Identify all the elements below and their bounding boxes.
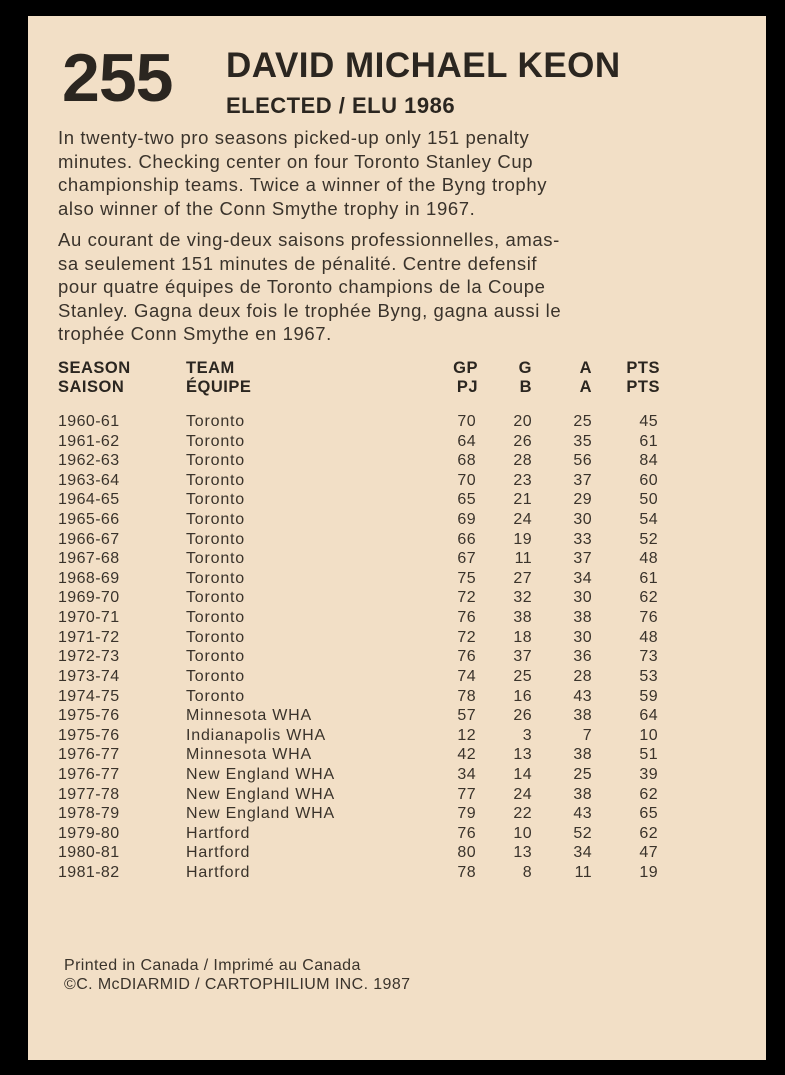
- english-bio-line: championship teams. Twice a winner of the Byng trophy: [58, 174, 548, 195]
- header-season-en: SEASON: [58, 359, 131, 377]
- copyright: ©C. McDIARMID / CARTOPHILIUM INC. 1987: [64, 976, 411, 993]
- table-row: [28, 706, 766, 726]
- table-row: [28, 608, 766, 628]
- table-row: [28, 628, 766, 648]
- assists-cell: 56: [573, 452, 592, 470]
- points-cell: 52: [639, 530, 658, 548]
- goals-cell: 32: [513, 589, 532, 607]
- goals-cell: 10: [513, 824, 532, 842]
- goals-cell: 24: [513, 511, 532, 529]
- french-bio-line: pour quatre équipes de Toronto champions de la Coupe: [58, 276, 546, 297]
- assists-cell: 25: [573, 765, 592, 783]
- gp-cell: 77: [457, 785, 476, 803]
- team-cell: Toronto: [186, 471, 245, 489]
- table-row: [28, 530, 766, 550]
- header-team-fr: ÉQUIPE: [186, 378, 252, 396]
- header-team: [186, 359, 251, 397]
- table-row: [28, 451, 766, 471]
- team-cell: Toronto: [186, 530, 245, 548]
- season-cell: 1968-69: [58, 569, 120, 587]
- team-cell: Hartford: [186, 844, 251, 862]
- header-a: [580, 359, 592, 397]
- assists-cell: 34: [573, 844, 592, 862]
- assists-cell: 36: [573, 648, 592, 666]
- season-cell: 1971-72: [58, 628, 120, 646]
- goals-cell: 38: [513, 609, 532, 627]
- season-cell: 1977-78: [58, 785, 120, 803]
- team-cell: Toronto: [186, 687, 245, 705]
- table-row: [28, 726, 766, 746]
- printed-in: Printed in Canada / Imprimé au Canada: [64, 957, 361, 974]
- table-row: [28, 745, 766, 765]
- team-cell: Hartford: [186, 824, 251, 842]
- gp-cell: 69: [457, 511, 476, 529]
- season-cell: 1961-62: [58, 432, 120, 450]
- season-cell: 1962-63: [58, 452, 120, 470]
- season-cell: 1973-74: [58, 667, 120, 685]
- english-bio: [58, 126, 683, 220]
- goals-cell: 16: [513, 687, 532, 705]
- gp-cell: 70: [457, 413, 476, 430]
- points-cell: 50: [639, 491, 658, 509]
- french-bio-line: Stanley. Gagna deux fois le trophée Byng, gagna aussi le: [58, 299, 562, 321]
- goals-cell: 3: [522, 726, 532, 744]
- points-cell: 73: [639, 648, 658, 666]
- goals-cell: 28: [513, 452, 532, 470]
- season-cell: 1976-77: [58, 765, 120, 783]
- goals-cell: 8: [522, 864, 532, 882]
- header-team-en: TEAM: [186, 359, 235, 377]
- assists-cell: 29: [573, 491, 592, 509]
- team-cell: Toronto: [186, 413, 245, 430]
- header-a-en: A: [579, 359, 592, 377]
- gp-cell: 64: [457, 432, 476, 450]
- points-cell: 62: [639, 589, 658, 607]
- team-cell: Toronto: [186, 432, 245, 450]
- season-cell: 1975-76: [58, 707, 120, 725]
- points-cell: 10: [639, 726, 658, 744]
- points-cell: 61: [639, 569, 658, 587]
- header-gp-fr: PJ: [456, 378, 478, 396]
- team-cell: Toronto: [186, 491, 245, 509]
- gp-cell: 78: [457, 687, 476, 705]
- table-row: [28, 687, 766, 707]
- header-g: [519, 359, 532, 397]
- season-cell: 1963-64: [58, 471, 120, 489]
- points-cell: 47: [639, 844, 658, 862]
- team-cell: New England WHA: [186, 785, 335, 803]
- season-cell: 1965-66: [58, 511, 120, 529]
- gp-cell: 12: [457, 726, 476, 744]
- assists-cell: 52: [573, 824, 592, 842]
- team-cell: Toronto: [186, 589, 245, 607]
- header-g-fr: B: [519, 378, 532, 396]
- points-cell: 48: [639, 628, 658, 646]
- table-row: [28, 569, 766, 589]
- team-cell: New England WHA: [186, 765, 335, 783]
- season-cell: 1970-71: [58, 609, 120, 627]
- points-cell: 51: [639, 746, 658, 764]
- table-row: [28, 647, 766, 667]
- goals-cell: 26: [513, 707, 532, 725]
- stats-table: [28, 412, 766, 883]
- gp-cell: 34: [457, 765, 476, 783]
- gp-cell: 80: [457, 844, 476, 862]
- team-cell: Toronto: [186, 628, 245, 646]
- header-pts-fr: PTS: [626, 378, 660, 396]
- assists-cell: 30: [573, 628, 592, 646]
- assists-cell: 38: [573, 785, 592, 803]
- goals-cell: 14: [513, 765, 532, 783]
- team-cell: Hartford: [186, 864, 251, 882]
- team-cell: Toronto: [186, 667, 245, 685]
- season-cell: 1967-68: [58, 550, 120, 568]
- gp-cell: 57: [457, 707, 476, 725]
- assists-cell: 37: [573, 550, 592, 568]
- goals-cell: 11: [514, 550, 532, 568]
- goals-cell: 25: [513, 667, 532, 685]
- header-gp-en: GP: [453, 359, 478, 377]
- team-cell: Toronto: [186, 609, 245, 627]
- points-cell: 76: [639, 609, 658, 627]
- header-pts-en: PTS: [626, 359, 660, 377]
- goals-cell: 23: [513, 471, 532, 489]
- points-cell: 39: [639, 765, 658, 783]
- table-row: [28, 824, 766, 844]
- table-row: [28, 765, 766, 785]
- goals-cell: 13: [513, 844, 532, 862]
- header-season-fr: SAISON: [58, 378, 125, 396]
- goals-cell: 18: [513, 628, 532, 646]
- team-cell: Toronto: [186, 648, 245, 666]
- french-bio-line: Au courant de ving-deux saisons professionnelles, amas-: [58, 229, 560, 250]
- team-cell: Toronto: [186, 569, 245, 587]
- assists-cell: 38: [573, 609, 592, 627]
- points-cell: 64: [639, 707, 658, 725]
- table-row: [28, 667, 766, 687]
- table-row: [28, 432, 766, 452]
- points-cell: 61: [639, 432, 658, 450]
- season-cell: 1964-65: [58, 491, 120, 509]
- goals-cell: 22: [513, 805, 532, 823]
- table-row: [28, 412, 766, 432]
- season-cell: 1974-75: [58, 687, 120, 705]
- goals-cell: 27: [513, 569, 532, 587]
- team-cell: Minnesota WHA: [186, 707, 312, 725]
- season-cell: 1966-67: [58, 530, 120, 548]
- points-cell: 48: [639, 550, 658, 568]
- assists-cell: 30: [573, 589, 592, 607]
- gp-cell: 67: [457, 550, 476, 568]
- gp-cell: 72: [457, 589, 476, 607]
- table-row: [28, 471, 766, 491]
- gp-cell: 68: [457, 452, 476, 470]
- footer: [64, 956, 410, 994]
- points-cell: 62: [639, 824, 658, 842]
- season-cell: 1972-73: [58, 648, 120, 666]
- team-cell: Indianapolis WHA: [186, 726, 326, 744]
- assists-cell: 43: [573, 805, 592, 823]
- assists-cell: 34: [573, 569, 592, 587]
- table-row: [28, 785, 766, 805]
- points-cell: 54: [639, 511, 658, 529]
- season-cell: 1980-81: [58, 844, 120, 862]
- elected-year: ELECTED / ELU 1986: [226, 93, 456, 118]
- table-row: [28, 490, 766, 510]
- player-name: DAVID MICHAEL KEON: [226, 46, 621, 85]
- team-cell: Minnesota WHA: [186, 746, 312, 764]
- assists-cell: 43: [573, 687, 592, 705]
- assists-cell: 30: [573, 511, 592, 529]
- team-cell: New England WHA: [186, 805, 335, 823]
- season-cell: 1960-61: [58, 413, 120, 430]
- gp-cell: 66: [457, 530, 476, 548]
- gp-cell: 78: [457, 864, 476, 882]
- table-row: [28, 588, 766, 608]
- french-bio: [58, 228, 683, 346]
- season-cell: 1979-80: [58, 824, 120, 842]
- header-g-en: G: [518, 359, 532, 377]
- gp-cell: 76: [457, 609, 476, 627]
- assists-cell: 35: [573, 432, 592, 450]
- header-a-fr: A: [579, 378, 592, 396]
- assists-cell: 7: [582, 726, 592, 744]
- season-cell: 1978-79: [58, 805, 120, 823]
- french-bio-line: trophée Conn Smythe en 1967.: [58, 323, 332, 344]
- goals-cell: 19: [513, 530, 532, 548]
- header-pts: [626, 359, 660, 397]
- table-row: [28, 804, 766, 824]
- assists-cell: 38: [573, 746, 592, 764]
- team-cell: Toronto: [186, 511, 245, 529]
- points-cell: 59: [639, 687, 658, 705]
- team-cell: Toronto: [186, 550, 245, 568]
- gp-cell: 79: [457, 805, 476, 823]
- assists-cell: 33: [573, 530, 592, 548]
- points-cell: 60: [639, 471, 658, 489]
- points-cell: 65: [639, 805, 658, 823]
- team-cell: Toronto: [186, 452, 245, 470]
- table-row: [28, 843, 766, 863]
- card-back: [28, 16, 766, 1060]
- gp-cell: 76: [457, 824, 476, 842]
- points-cell: 45: [639, 413, 658, 430]
- gp-cell: 70: [457, 471, 476, 489]
- gp-cell: 72: [457, 628, 476, 646]
- table-row: [28, 549, 766, 569]
- assists-cell: 38: [573, 707, 592, 725]
- gp-cell: 74: [457, 667, 476, 685]
- goals-cell: 26: [513, 432, 532, 450]
- french-bio-line: sa seulement 151 minutes de pénalité. Centre defensif: [58, 252, 538, 274]
- header-season: [58, 359, 131, 397]
- assists-cell: 11: [574, 864, 592, 882]
- header-gp: [453, 359, 478, 397]
- goals-cell: 20: [513, 413, 532, 430]
- gp-cell: 76: [457, 648, 476, 666]
- assists-cell: 37: [573, 471, 592, 489]
- points-cell: 53: [639, 667, 658, 685]
- points-cell: 84: [639, 452, 658, 470]
- table-row: [28, 863, 766, 883]
- season-cell: 1975-76: [58, 726, 120, 744]
- goals-cell: 24: [513, 785, 532, 803]
- season-cell: 1969-70: [58, 589, 120, 607]
- english-bio-line: also winner of the Conn Smythe trophy in 1967.: [58, 197, 476, 219]
- gp-cell: 65: [457, 491, 476, 509]
- season-cell: 1981-82: [58, 864, 120, 882]
- gp-cell: 75: [457, 569, 476, 587]
- goals-cell: 37: [513, 648, 532, 666]
- card-number: 255: [62, 40, 173, 116]
- english-bio-line: In twenty-two pro seasons picked-up only 151 penalty: [58, 127, 530, 148]
- goals-cell: 21: [513, 491, 532, 509]
- assists-cell: 25: [573, 413, 592, 430]
- table-row: [28, 510, 766, 530]
- goals-cell: 13: [513, 746, 532, 764]
- season-cell: 1976-77: [58, 746, 120, 764]
- assists-cell: 28: [573, 667, 592, 685]
- english-bio-line: minutes. Checking center on four Toronto Stanley Cup: [58, 150, 534, 172]
- points-cell: 19: [639, 864, 658, 882]
- points-cell: 62: [639, 785, 658, 803]
- gp-cell: 42: [457, 746, 476, 764]
